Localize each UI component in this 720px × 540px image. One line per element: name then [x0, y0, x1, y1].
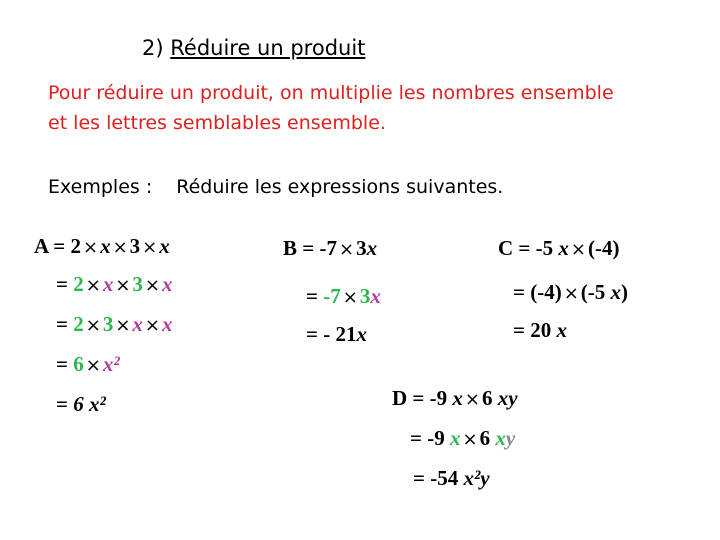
times-icon: ×	[563, 283, 579, 304]
expr-b-line-2: = -7 ×3x	[306, 284, 381, 308]
expr-a-line-3: = 2 ×3 ×x ×x	[56, 312, 173, 336]
examples-line	[48, 176, 503, 198]
times-icon: ×	[85, 355, 101, 376]
expr-a-result: = 6 x²	[56, 392, 106, 416]
section-number: 2)	[142, 36, 164, 60]
times-icon: ×	[142, 237, 158, 258]
examples-label: Exemples :	[48, 176, 153, 198]
expr-d-line-2: = -9 x ×6 xy	[410, 426, 516, 450]
section-heading	[142, 36, 365, 60]
times-icon: ×	[464, 389, 480, 410]
times-icon: ×	[115, 275, 131, 296]
times-icon: ×	[144, 275, 160, 296]
rule-line-1: Pour réduire un produit, on multiplie les nombres ensemble	[48, 82, 614, 104]
expr-d-line-1: D = -9 x ×6 xy	[392, 386, 518, 410]
expr-b-line-1: B = -7 ×3x	[283, 236, 378, 260]
times-icon: ×	[338, 239, 355, 260]
expr-c-line-2: = (-4) ×(-5 x)	[513, 280, 629, 304]
expr-c-result: = 20 x	[513, 318, 567, 342]
times-icon: ×	[342, 287, 358, 308]
expr-c-line-1: C = -5 x ×(-4)	[498, 236, 620, 260]
times-icon: ×	[462, 429, 478, 450]
rule-line-2: et les lettres semblables ensemble.	[48, 112, 386, 134]
expr-b-result: = - 21x	[306, 322, 367, 346]
expr-a-line-4: = 6 ×x²	[56, 352, 120, 376]
expr-a-line-1: A = 2 ×x ×3 ×x	[34, 234, 170, 258]
examples-instruction: Réduire les expressions suivantes.	[176, 176, 504, 198]
times-icon: ×	[112, 237, 128, 258]
times-icon: ×	[570, 239, 586, 260]
times-icon: ×	[85, 315, 101, 336]
expr-a-line-2: = 2 ×x ×3 ×x	[56, 272, 173, 296]
times-icon: ×	[115, 315, 131, 336]
times-icon: ×	[85, 275, 101, 296]
times-icon: ×	[82, 237, 99, 258]
section-title: Réduire un produit	[170, 36, 366, 60]
expr-d-result: = -54 x²y	[413, 466, 490, 490]
times-icon: ×	[144, 315, 160, 336]
